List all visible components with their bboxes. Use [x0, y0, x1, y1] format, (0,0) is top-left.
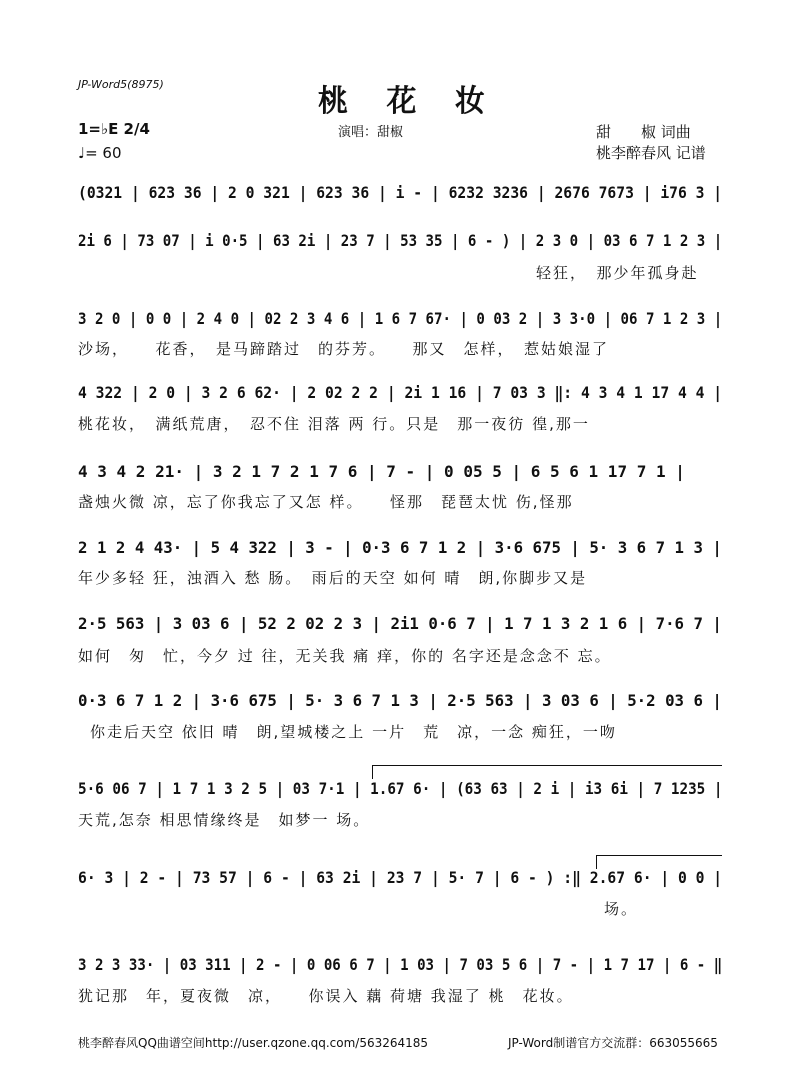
staff-row-2-lyrics: 轻狂， 那少年孤身赴 [536, 264, 699, 282]
transcriber-credit: 桃李醉春风 记谱 [596, 144, 706, 162]
staff-row-10-lyrics: 场。 [604, 900, 639, 918]
staff-row-3-lyrics: 沙场， 花香， 是马蹄踏过 的芬芳。 那又 怎样， 惹姑娘湿了 [78, 340, 610, 358]
staff-row-9-notes: 5·6 06 7 | 1 7 1 3 2 5 | 03 7·1 | 1.67 6· | (63 63 | 2 i | i3 6i | 7 1235 | [78, 779, 723, 798]
staff-row-3-notes: 3 2 0 | 0 0 | 2 4 0 | 02 2 3 4 6 | 1 6 7 67· | 0 03 2 | 3 3·0 | 06 7 1 2 3 | [78, 309, 723, 328]
footer-right: JP-Word制谱官方交流群：663055665 [508, 1036, 718, 1050]
staff-row-11-notes: 3 2 3 33· | 03 311 | 2 - | 0 06 6 7 | 1 03 | 7 03 5 6 | 7 - | 1 7 17 | 6 - ‖ [78, 955, 723, 974]
staff-row-1-notes: (0321 | 623 36 | 2 0 321 | 623 36 | i - | 6232 3236 | 2676 7673 | i76 3 | [78, 183, 723, 202]
staff-row-11-lyrics: 犹记那 年，夏夜微 凉， 你误入 藕 荷塘 我湿了 桃 花妆。 [78, 987, 574, 1005]
staff-row-2-notes: 2i 6 | 73 07 | i 0·5 | 63 2i | 23 7 | 53 35 | 6 - ) | 2 3 0 | 03 6 7 1 2 3 | [78, 231, 723, 250]
staff-row-8-lyrics: 你走后天空 依旧 晴 朗,望城楼之上 一片 荒 凉，一念 痴狂，一吻 [90, 723, 617, 741]
volta-bracket-2-hook [596, 855, 597, 869]
staff-row-4-lyrics: 桃花妆， 满纸荒唐， 忍不住 泪落 两 行。只是 那一夜彷 徨,那一 [78, 415, 590, 433]
volta-bracket-1 [372, 765, 722, 766]
software-tag: JP-Word5(8975) [78, 78, 164, 91]
staff-row-4-notes: 4 322 | 2 0 | 3 2 6 62· | 2 02 2 2 | 2i 1 16 | 7 03 3 ‖: 4 3 4 1 17 4 4 | [78, 383, 723, 402]
composer-credit: 甜 椒 词曲 [596, 123, 691, 141]
staff-row-7-notes: 2·5 563 | 3 03 6 | 52 2 02 2 3 | 2i1 0·6 7 | 1 7 1 3 2 1 6 | 7·6 7 | [78, 614, 722, 633]
staff-row-7-lyrics: 如何 匆 忙，今夕 过 往，无关我 痛 痒，你的 名字还是念念不 忘。 [78, 647, 612, 665]
volta-bracket-2 [596, 855, 722, 856]
footer-left: 桃李醉春风QQ曲谱空间http://user.qzone.qq.com/563264185 [78, 1036, 429, 1050]
staff-row-6-notes: 2 1 2 4 43· | 5 4 322 | 3 - | 0·3 6 7 1 2 | 3·6 675 | 5· 3 6 7 1 3 | [78, 538, 722, 557]
staff-row-9-lyrics: 天荒,怎奈 相思情缘终是 如梦一 场。 [78, 811, 371, 829]
staff-row-10-notes: 6· 3 | 2 - | 73 57 | 6 - | 63 2i | 23 7 | 5· 7 | 6 - ) :‖ 2.67 6· | 0 0 | [78, 868, 723, 887]
staff-row-8-notes: 0·3 6 7 1 2 | 3·6 675 | 5· 3 6 7 1 3 | 2·5 563 | 3 03 6 | 5·2 03 6 | [78, 691, 722, 710]
tempo-marking: ♩= 60 [78, 144, 122, 162]
key-signature: 1=♭E 2/4 [78, 120, 150, 138]
staff-row-5-lyrics: 盏烛火微 凉，忘了你我忘了又怎 样。 怪那 琵琶太忧 伤,怪那 [78, 493, 574, 511]
staff-row-5-notes: 4 3 4 2 21· | 3 2 1 7 2 1 7 6 | 7 - | 0 05 5 | 6 5 6 1 17 7 1 | [78, 462, 685, 481]
volta-bracket-1-hook [372, 765, 373, 779]
singer: 演唱：甜椒 [338, 125, 404, 140]
staff-row-6-lyrics: 年少多轻 狂，浊酒入 愁 肠。 雨后的天空 如何 晴 朗,你脚步又是 [78, 569, 588, 587]
song-title: 桃 花 妆 [318, 84, 499, 119]
